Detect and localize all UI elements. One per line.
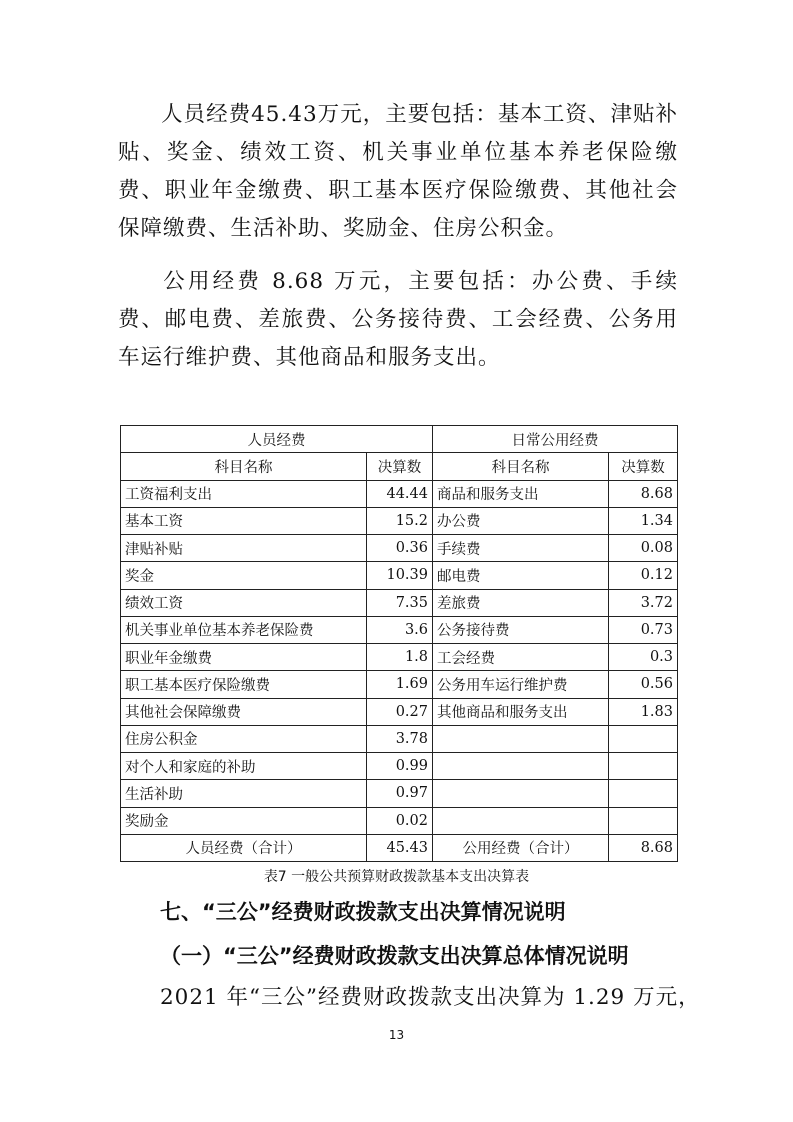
table-caption: 表7 一般公共预算财政拨款基本支出决算表: [263, 869, 530, 885]
basic-expenditure-table: [120, 425, 678, 862]
row-name-left: 对个人和家庭的补助: [121, 753, 367, 780]
row-name-left: 机关事业单位基本养老保险费: [121, 616, 367, 643]
row-value-right: 1.83: [609, 698, 678, 725]
table-row: [121, 698, 678, 725]
row-value-right: [609, 780, 678, 807]
row-name-right: 其他商品和服务支出: [433, 698, 609, 725]
table-row: [121, 535, 678, 562]
row-name-left: 职业年金缴费: [121, 644, 367, 671]
personnel-expense-paragraph: [118, 96, 678, 248]
row-name-left: 奖金: [121, 562, 367, 589]
table-row: [121, 807, 678, 834]
table-row: [121, 780, 678, 807]
col-header-amount-right: 决算数: [609, 453, 678, 480]
row-value-right: 0.12: [609, 562, 678, 589]
row-value-right: 0.3: [609, 644, 678, 671]
row-value-left: 10.39: [367, 562, 433, 589]
row-name-right: [433, 725, 609, 752]
table-column-header-row: [121, 453, 678, 480]
table-total-row: [121, 834, 678, 861]
row-name-right: [433, 780, 609, 807]
row-value-right: [609, 725, 678, 752]
row-value-left: 0.02: [367, 807, 433, 834]
row-name-right: 工会经费: [433, 644, 609, 671]
row-value-left: 1.69: [367, 671, 433, 698]
row-name-left: 其他社会保障缴费: [121, 698, 367, 725]
col-header-name-right: 科目名称: [433, 453, 609, 480]
row-name-right: [433, 807, 609, 834]
row-name-right: 公务接待费: [433, 616, 609, 643]
table-row: [121, 589, 678, 616]
table-row: [121, 616, 678, 643]
row-name-right: [433, 753, 609, 780]
row-value-left: 0.36: [367, 535, 433, 562]
row-value-right: [609, 807, 678, 834]
row-name-left: 奖励金: [121, 807, 367, 834]
section-heading: 七、“三公”经费财政拨款支出决算情况说明: [160, 900, 566, 924]
group-header-personnel: 人员经费: [121, 426, 433, 453]
row-name-left: 绩效工资: [121, 589, 367, 616]
table-row: [121, 671, 678, 698]
row-value-right: 8.68: [609, 480, 678, 507]
total-name-right: 公用经费（合计）: [433, 834, 609, 861]
row-name-right: 邮电费: [433, 562, 609, 589]
row-value-right: 3.72: [609, 589, 678, 616]
row-value-right: 0.08: [609, 535, 678, 562]
row-value-left: 3.6: [367, 616, 433, 643]
row-name-right: 差旅费: [433, 589, 609, 616]
col-header-name-left: 科目名称: [121, 453, 367, 480]
row-value-right: 0.56: [609, 671, 678, 698]
row-name-left: 生活补助: [121, 780, 367, 807]
row-value-right: [609, 753, 678, 780]
row-value-left: 44.44: [367, 480, 433, 507]
public-expense-paragraph: [118, 263, 678, 377]
three-public-expense-paragraph: 2021 年“三公”经费财政拨款支出决算为 1.29 万元，: [160, 985, 701, 1010]
table-row: [121, 480, 678, 507]
subsection-heading: （一）“三公”经费财政拨款支出决算总体情况说明: [160, 944, 629, 968]
total-name-left: 人员经费（合计）: [121, 834, 367, 861]
table-group-header-row: [121, 426, 678, 453]
row-name-left: 职工基本医疗保险缴费: [121, 671, 367, 698]
row-name-left: 工资福利支出: [121, 480, 367, 507]
row-value-left: 3.78: [367, 725, 433, 752]
row-value-left: 0.99: [367, 753, 433, 780]
row-name-right: 公务用车运行维护费: [433, 671, 609, 698]
row-value-right: 0.73: [609, 616, 678, 643]
personnel-expense-text: 人员经费45.43万元，主要包括：基本工资、津贴补贴、奖金、绩效工资、机关事业单位基本养老保险缴费、职业年金缴费、职工基本医疗保险缴费、其他社会保障缴费、生活补助、奖励金、住房公积金。: [118, 102, 678, 241]
page-number: 13: [388, 1028, 405, 1042]
table-row: [121, 753, 678, 780]
group-header-public: 日常公用经费: [433, 426, 678, 453]
row-name-left: 津贴补贴: [121, 535, 367, 562]
total-value-right: 8.68: [609, 834, 678, 861]
total-value-left: 45.43: [367, 834, 433, 861]
row-value-left: 0.27: [367, 698, 433, 725]
row-value-left: 0.97: [367, 780, 433, 807]
col-header-amount-left: 决算数: [367, 453, 433, 480]
table-row: [121, 644, 678, 671]
table-row: [121, 507, 678, 534]
row-value-left: 1.8: [367, 644, 433, 671]
table-row: [121, 725, 678, 752]
row-name-right: 商品和服务支出: [433, 480, 609, 507]
row-value-right: 1.34: [609, 507, 678, 534]
table-row: [121, 562, 678, 589]
row-name-right: 办公费: [433, 507, 609, 534]
row-name-left: 住房公积金: [121, 725, 367, 752]
row-name-right: 手续费: [433, 535, 609, 562]
public-expense-text: 公用经费 8.68 万元，主要包括：办公费、手续费、邮电费、差旅费、公务接待费、工会经费、公务用车运行维护费、其他商品和服务支出。: [118, 269, 678, 370]
row-value-left: 7.35: [367, 589, 433, 616]
row-name-left: 基本工资: [121, 507, 367, 534]
row-value-left: 15.2: [367, 507, 433, 534]
